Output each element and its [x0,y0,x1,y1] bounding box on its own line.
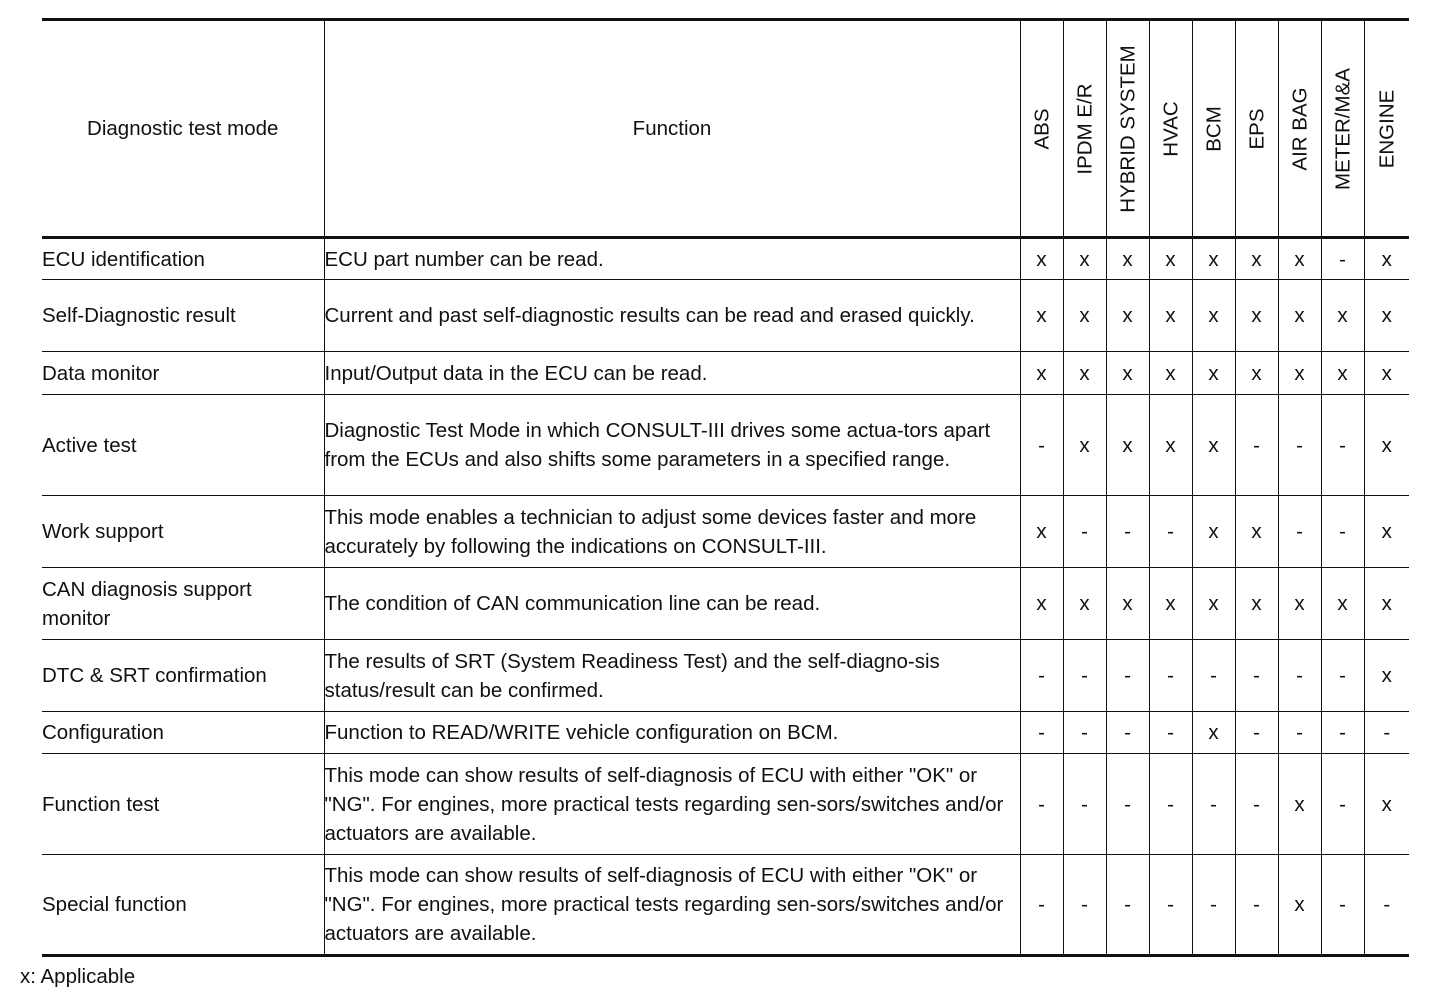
applicability-mark: x [1192,395,1235,496]
applicability-mark: - [1149,754,1192,855]
applicability-mark: x [1235,496,1278,568]
header-function: Function [324,20,1020,238]
applicability-mark: - [1278,640,1321,712]
applicability-mark: x [1278,754,1321,855]
applicability-mark: x [1321,280,1364,352]
applicability-mark: x [1063,238,1106,280]
applicability-mark: x [1063,568,1106,640]
applicability-mark: - [1321,640,1364,712]
table-row [42,712,1409,754]
applicability-mark: x [1149,352,1192,395]
applicability-mark: x [1192,280,1235,352]
applicability-mark: x [1192,352,1235,395]
table-row [42,280,1409,352]
row-function-cell: The results of SRT (System Readiness Test) and the self-diagno-sis status/result can be confirmed. [324,640,1020,712]
applicability-mark: x [1192,712,1235,754]
applicability-mark: x [1106,352,1149,395]
applicability-mark: x [1321,568,1364,640]
applicability-mark: - [1020,395,1063,496]
header-system-label: EPS [1245,107,1268,150]
applicability-mark: x [1192,238,1235,280]
applicability-mark: - [1235,855,1278,956]
header-system-label: AIR BAG [1288,86,1311,171]
header-diagnostic-test-mode: Diagnostic test mode [42,20,324,238]
row-function-cell: The condition of CAN communication line can be read. [324,568,1020,640]
header-system-label: HYBRID SYSTEM [1116,44,1139,213]
table-row [42,238,1409,280]
applicability-mark: - [1321,238,1364,280]
applicability-mark: - [1235,754,1278,855]
applicability-mark: x [1106,280,1149,352]
row-mode-cell: Function test [42,754,324,855]
applicability-mark: x [1364,395,1409,496]
applicability-mark: - [1063,496,1106,568]
header-system-label: ABS [1030,107,1053,150]
applicability-mark: - [1278,496,1321,568]
header-row [42,20,1409,238]
applicability-mark: x [1364,568,1409,640]
row-mode-cell: CAN diagnosis support monitor [42,568,324,640]
table-row [42,754,1409,855]
applicability-mark: - [1278,395,1321,496]
row-function-cell: Diagnostic Test Mode in which CONSULT-III drives some actua-tors apart from the ECUs and also shifts some parameters in a specified range. [324,395,1020,496]
table-row [42,496,1409,568]
header-system-label: METER/M&A [1331,67,1354,190]
header-system-label: IPDM E/R [1073,82,1096,175]
header-system-abs [1020,20,1063,238]
applicability-mark: x [1364,496,1409,568]
applicability-mark: x [1149,280,1192,352]
applicability-mark: x [1020,352,1063,395]
row-function-cell: This mode can show results of self-diagnosis of ECU with either "OK" or "NG". For engines, more practical tests regarding sen-sors/switches and/or actuators are available. [324,754,1020,855]
applicability-mark: - [1321,712,1364,754]
table-body [42,238,1409,956]
row-mode-cell: Work support [42,496,324,568]
row-mode-cell: ECU identification [42,238,324,280]
row-function-cell: Current and past self-diagnostic results can be read and erased quickly. [324,280,1020,352]
table-row [42,855,1409,956]
applicability-mark: x [1192,568,1235,640]
applicability-mark: x [1278,855,1321,956]
applicability-mark: - [1364,712,1409,754]
header-system-hvac [1149,20,1192,238]
applicability-mark: - [1106,712,1149,754]
applicability-mark: x [1149,395,1192,496]
applicability-mark: x [1106,568,1149,640]
applicability-mark: x [1020,280,1063,352]
header-system-air-bag [1278,20,1321,238]
applicability-mark: x [1235,280,1278,352]
applicability-mark: x [1278,238,1321,280]
row-mode-cell: Data monitor [42,352,324,395]
applicability-mark: x [1063,395,1106,496]
row-function-cell: Input/Output data in the ECU can be read. [324,352,1020,395]
header-system-ipdm-er [1063,20,1106,238]
applicability-mark: - [1192,855,1235,956]
applicability-mark: - [1063,855,1106,956]
header-system-engine [1364,20,1409,238]
applicability-mark: x [1020,238,1063,280]
applicability-mark: - [1063,640,1106,712]
header-system-hybrid-system [1106,20,1149,238]
applicability-mark: - [1020,640,1063,712]
row-function-cell: Function to READ/WRITE vehicle configuration on BCM. [324,712,1020,754]
applicability-mark: x [1278,568,1321,640]
applicability-mark: - [1235,640,1278,712]
applicability-mark: x [1364,754,1409,855]
applicability-mark: x [1364,640,1409,712]
table-row [42,640,1409,712]
header-system-meter-ma [1321,20,1364,238]
applicability-mark: x [1278,352,1321,395]
applicability-mark: x [1106,395,1149,496]
applicability-mark: x [1321,352,1364,395]
row-mode-cell: Special function [42,855,324,956]
applicability-mark: x [1235,568,1278,640]
applicability-mark: - [1321,496,1364,568]
header-system-label: BCM [1202,105,1225,152]
applicability-mark: - [1020,754,1063,855]
applicability-mark: - [1106,855,1149,956]
applicability-mark: x [1020,496,1063,568]
applicability-mark: x [1063,280,1106,352]
applicability-mark: x [1149,238,1192,280]
applicability-mark: - [1149,712,1192,754]
applicability-mark: - [1063,712,1106,754]
applicability-mark: - [1106,496,1149,568]
table-row [42,352,1409,395]
applicability-mark: - [1321,754,1364,855]
row-function-cell: ECU part number can be read. [324,238,1020,280]
row-mode-cell: Active test [42,395,324,496]
row-function-cell: This mode enables a technician to adjust some devices faster and more accurately by following the indications on CONSULT-III. [324,496,1020,568]
applicability-mark: x [1235,238,1278,280]
applicability-mark: - [1321,395,1364,496]
applicability-mark: x [1364,280,1409,352]
row-mode-cell: Configuration [42,712,324,754]
applicability-mark: - [1149,496,1192,568]
applicability-mark: - [1020,712,1063,754]
applicability-mark: - [1235,712,1278,754]
applicability-mark: x [1192,496,1235,568]
applicability-mark: - [1149,855,1192,956]
applicability-mark: - [1364,855,1409,956]
applicability-mark: - [1149,640,1192,712]
applicability-mark: - [1278,712,1321,754]
row-mode-cell: DTC & SRT confirmation [42,640,324,712]
applicability-mark: - [1321,855,1364,956]
applicability-mark: x [1149,568,1192,640]
applicability-mark: - [1192,754,1235,855]
row-mode-cell: Self-Diagnostic result [42,280,324,352]
applicability-mark: x [1020,568,1063,640]
applicability-mark: - [1235,395,1278,496]
applicability-mark: - [1020,855,1063,956]
applicability-mark: x [1364,238,1409,280]
header-system-label: ENGINE [1375,89,1399,168]
header-system-eps [1235,20,1278,238]
row-function-cell: This mode can show results of self-diagnosis of ECU with either "OK" or "NG". For engines, more practical tests regarding sen-sors/switches and/or actuators are available. [324,855,1020,956]
header-system-bcm [1192,20,1235,238]
applicability-mark: x [1364,352,1409,395]
legend-note: x: Applicable [20,965,136,988]
applicability-mark: - [1192,640,1235,712]
applicability-mark: x [1063,352,1106,395]
applicability-mark: - [1063,754,1106,855]
header-system-label: HVAC [1159,100,1182,157]
diagnostic-mode-table [42,18,1409,957]
applicability-mark: x [1278,280,1321,352]
applicability-mark: x [1235,352,1278,395]
applicability-mark: x [1106,238,1149,280]
applicability-mark: - [1106,754,1149,855]
table-row [42,395,1409,496]
table-row [42,568,1409,640]
applicability-mark: - [1106,640,1149,712]
